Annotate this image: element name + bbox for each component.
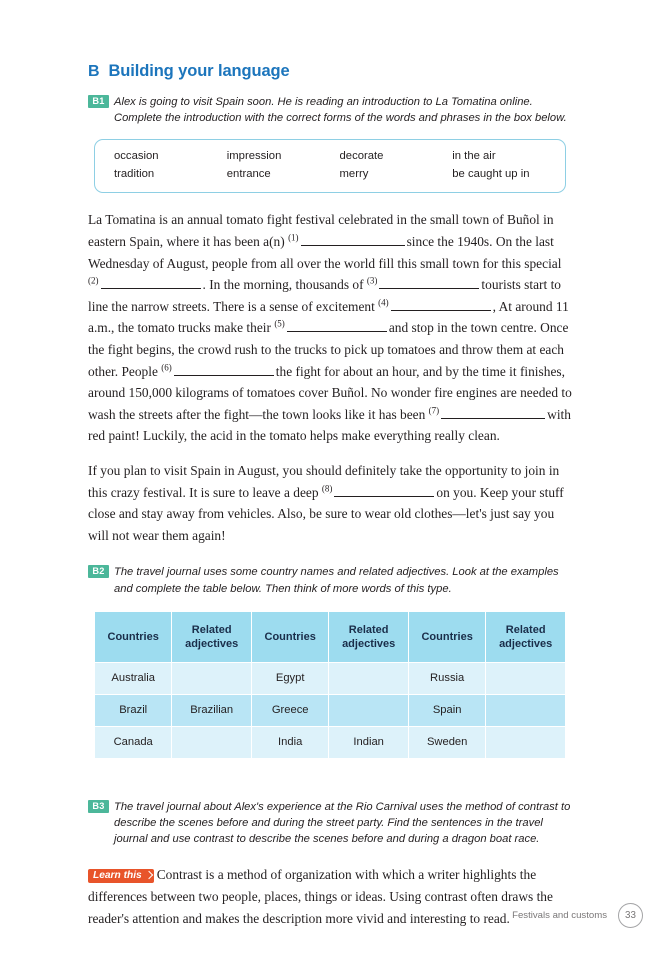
- task-b1: [88, 94, 572, 126]
- country-cell: Spain: [408, 694, 485, 726]
- word-bank-item[interactable]: merry: [339, 167, 369, 180]
- word-bank-box: [94, 139, 566, 193]
- passage-text: , At around 11 a.m., the tomato trucks make their: [88, 298, 569, 336]
- page-number: 33: [618, 903, 643, 928]
- adjective-answer-cell[interactable]: [486, 726, 566, 758]
- word-bank-row: [95, 166, 565, 184]
- task-b2-instruction: The travel journal uses some country names and related adjectives. Look at the examples and complete the table below. Then think of more words of this type.: [114, 566, 559, 595]
- word-bank-row: [95, 148, 565, 166]
- adjective-answer-cell[interactable]: [172, 662, 252, 694]
- passage-text: and stop in the town centre. Once the fight begins, the crowd rush to the trucks to pick up tomatoes and throw them at each other. People: [88, 320, 569, 379]
- passage-paragraph-1: [88, 209, 572, 447]
- word-bank-item[interactable]: in the air: [452, 150, 496, 163]
- section-heading: [88, 62, 572, 81]
- word-bank-item[interactable]: entrance: [226, 167, 271, 180]
- adjective-answer-cell[interactable]: [486, 694, 566, 726]
- word-bank-item[interactable]: be caught up in: [452, 167, 530, 180]
- footer-unit-title: Festivals and customs: [512, 910, 607, 921]
- table-body: [95, 662, 566, 758]
- passage-paragraph-2: [88, 460, 572, 546]
- table-header-row: [95, 611, 566, 662]
- country-cell: Greece: [251, 694, 328, 726]
- gap-blank-2[interactable]: [101, 276, 201, 289]
- learn-this-tag: Learn this: [88, 869, 154, 883]
- gap-number-8: (8): [321, 483, 333, 494]
- table-header-cell: Countries: [408, 611, 485, 662]
- country-cell: Sweden: [408, 726, 485, 758]
- section-letter: B: [88, 63, 100, 80]
- gap-number-4: (4): [378, 297, 389, 308]
- word-bank-item[interactable]: occasion: [114, 150, 159, 163]
- passage-text: the fight for about an hour, and by the time it finishes, around 150,000 kilograms of tomatoes cover Buñol. No wonder fire engines are needed to wash the streets after the fight—the town looks like it has been: [88, 363, 572, 422]
- table-row: [95, 694, 566, 726]
- passage-text: tourists start to line the narrow streets. There is a sense of excitement: [88, 277, 562, 314]
- adjective-answer-cell[interactable]: Brazilian: [172, 694, 252, 726]
- cloze-passage: [88, 209, 572, 546]
- adjective-answer-cell[interactable]: [329, 694, 409, 726]
- task-b3-instruction: The travel journal about Alex's experience at the Rio Carnival uses the method of contrast to describe the scenes before and during the street party. Find the sentences in the travel journal and use contrast to describe the scenes before and during a dragon boat race.: [114, 800, 571, 846]
- gap-number-3: (3): [366, 275, 378, 286]
- table-header: [95, 611, 566, 662]
- country-cell: Russia: [408, 662, 485, 694]
- word-bank-item[interactable]: decorate: [339, 150, 384, 163]
- gap-number-1: (1): [288, 232, 299, 243]
- gap-blank-1[interactable]: [301, 233, 405, 246]
- word-bank-item[interactable]: impression: [226, 150, 282, 163]
- adjective-answer-cell[interactable]: [172, 726, 252, 758]
- section-title: Building your language: [108, 62, 290, 80]
- passage-text: with red paint! Luckily, the acid in the tomato helps make everything really clean.: [88, 406, 571, 444]
- gap-blank-4[interactable]: [391, 298, 491, 311]
- country-cell: Australia: [95, 662, 172, 694]
- gap-number-2: (2): [88, 275, 99, 286]
- countries-table-wrapper: [94, 611, 572, 759]
- gap-number-6: (6): [161, 362, 172, 373]
- gap-blank-7[interactable]: [441, 406, 545, 419]
- word-bank-item[interactable]: tradition: [114, 167, 155, 180]
- countries-table: [94, 611, 566, 759]
- adjective-answer-cell[interactable]: [486, 662, 566, 694]
- passage-text: since the 1940s. On the last Wednesday of August, people from all over the world fill this small town for this special: [88, 234, 562, 271]
- page-footer: [0, 903, 671, 928]
- country-cell: Egypt: [251, 662, 328, 694]
- adjective-answer-cell[interactable]: Indian: [329, 726, 409, 758]
- adjective-answer-cell[interactable]: [329, 662, 409, 694]
- table-header-cell: Related adjectives: [329, 611, 409, 662]
- task-badge-b2: B2: [88, 565, 109, 578]
- passage-text: La Tomatina is an annual tomato fight festival celebrated in the small town of Buñol in eastern Spain, where it has been a(n): [88, 212, 554, 249]
- task-b1-instruction: Alex is going to visit Spain soon. He is reading an introduction to La Tomatina online. Complete the introduction with the correct forms of the words and phrases in the box below.: [114, 96, 567, 125]
- gap-blank-5[interactable]: [287, 319, 387, 332]
- gap-blank-6[interactable]: [174, 363, 274, 376]
- table-row: [95, 726, 566, 758]
- passage-text: . In the morning, thousands of: [202, 277, 364, 293]
- table-header-cell: Countries: [95, 611, 172, 662]
- country-cell: Canada: [95, 726, 172, 758]
- country-cell: Brazil: [95, 694, 172, 726]
- passage-text: on you. Keep your stuff close and stay away from vehicles. Also, be sure to wear old clothes—let's just say you will not wear them again!: [88, 484, 564, 543]
- task-badge-b1: B1: [88, 95, 109, 108]
- table-row: [95, 662, 566, 694]
- table-header-cell: Related adjectives: [486, 611, 566, 662]
- passage-text: If you plan to visit Spain in August, you should definitely take the opportunity to join in this crazy festival. It is sure to leave a deep: [88, 462, 560, 500]
- gap-blank-3[interactable]: [379, 276, 479, 289]
- page-content: [88, 62, 572, 929]
- learn-this-text: Contrast is a method of organization with which a writer highlights the differences between two people, places, things or ideas. Using contrast often draws the reader's attention and makes the description more vivid and interesting to read.: [88, 867, 553, 926]
- gap-number-7: (7): [428, 405, 440, 416]
- table-header-cell: Countries: [251, 611, 328, 662]
- task-b3: [88, 799, 572, 848]
- table-header-cell: Related adjectives: [172, 611, 252, 662]
- gap-blank-8[interactable]: [334, 484, 434, 497]
- task-badge-b3: B3: [88, 800, 109, 813]
- country-cell: India: [251, 726, 328, 758]
- gap-number-5: (5): [274, 318, 285, 329]
- task-b2: [88, 564, 572, 596]
